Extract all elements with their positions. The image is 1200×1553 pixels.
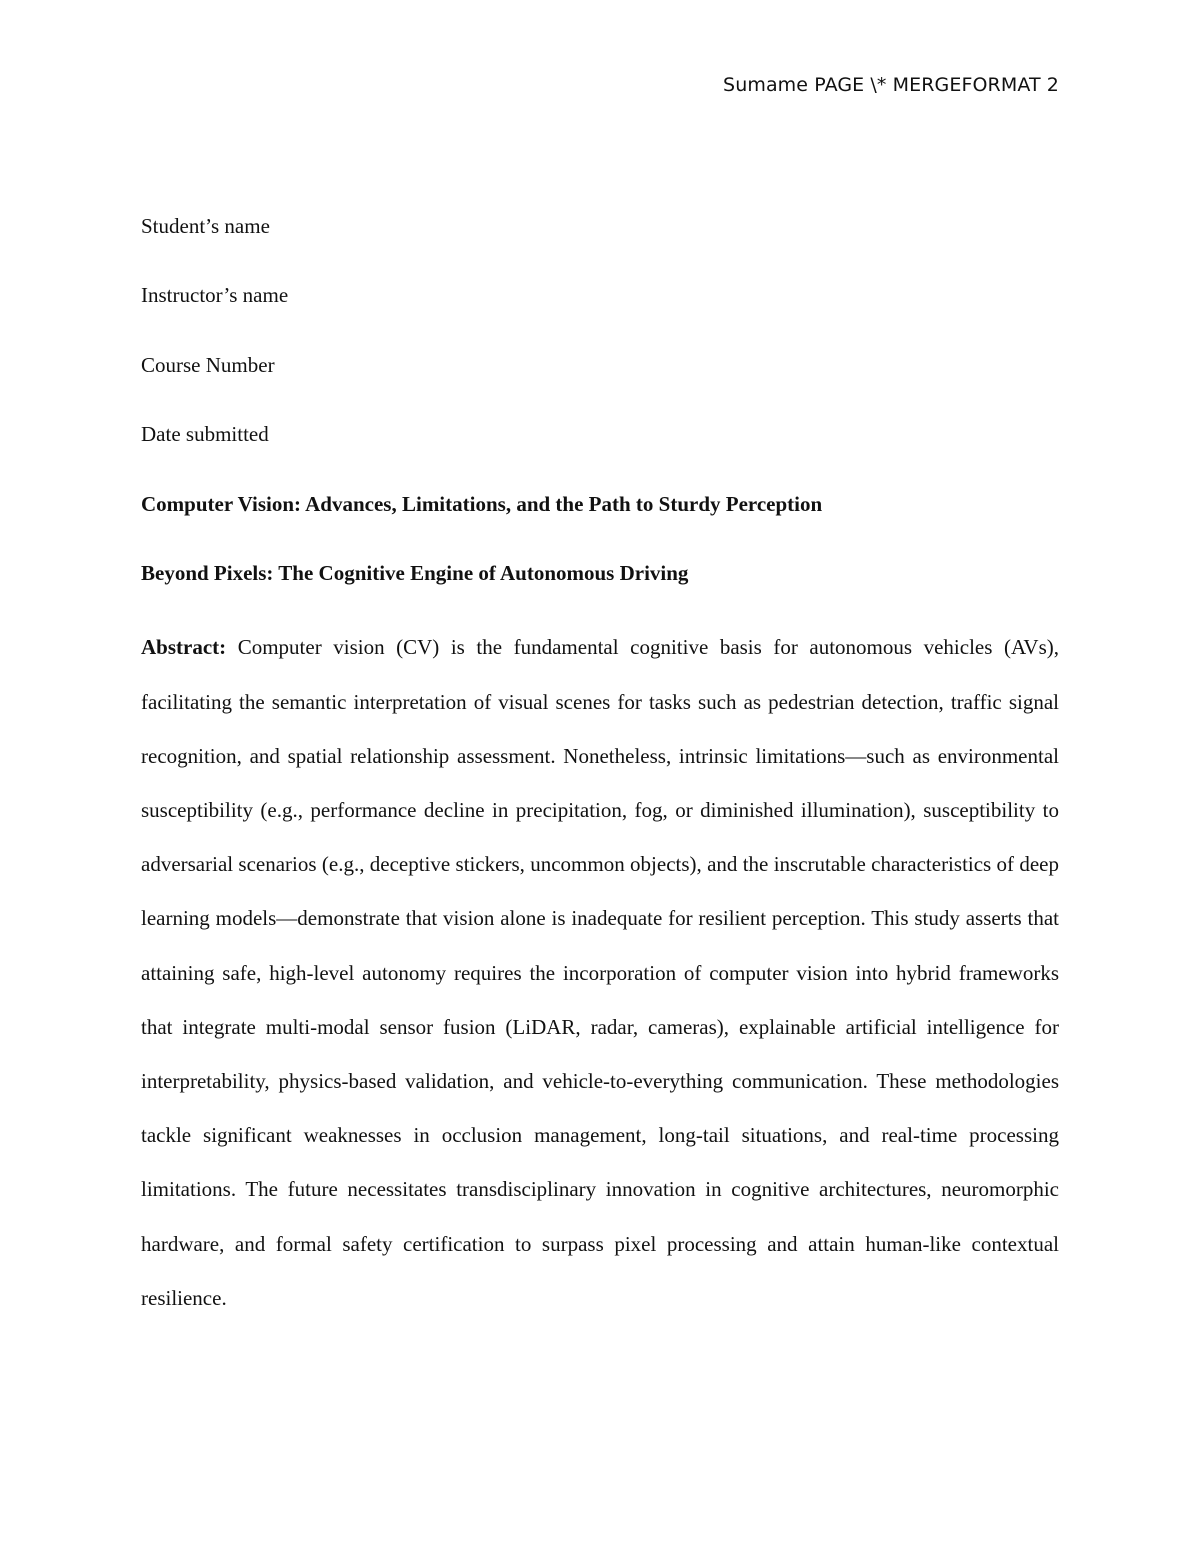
abstract-label: Abstract: bbox=[141, 635, 227, 660]
subtitle: Beyond Pixels: The Cognitive Engine of Autonomous Driving bbox=[141, 560, 689, 585]
student-name: Student’s name bbox=[141, 214, 270, 238]
page-header: Sumame PAGE \* MERGEFORMAT 2 bbox=[723, 74, 1059, 96]
document-body bbox=[141, 204, 1059, 1325]
abstract-paragraph bbox=[141, 620, 1059, 1325]
date-submitted: Date submitted bbox=[141, 422, 269, 447]
instructor-name: Instructor’s name bbox=[141, 283, 289, 308]
main-title: Computer Vision: Advances, Limitations, and the Path to Sturdy Perception bbox=[141, 491, 823, 516]
abstract-text: Computer vision (CV) is the fundamental cognitive basis for autonomous vehicles (AVs), facilitating the semantic interpretation of visual scenes for tasks such as pedestrian detection, traffic signal recognition, and spatial relationship assessment. Nonetheless, intrinsic limitations—such as environmental susceptibility (e.g., performance decline in precipitation, fog, or diminished illumination), susceptibility to adversarial scenarios (e.g., deceptive stickers, uncommon objects), and the inscrutable characteristics of deep learning models—demonstrate that vision alone is inadequate for resilient perception. This study asserts that attaining safe, high-level autonomy requires the incorporation of computer vision into hybrid frameworks that integrate multi-modal sensor fusion (LiDAR, radar, cameras), explainable artificial intelligence for interpretability, physics-based validation, and vehicle-to-everything communication. These methodologies tackle significant weaknesses in occlusion management, long-tail situations, and real-time processing limitations. The future necessitates transdisciplinary innovation in cognitive architectures, neuromorphic hardware, and formal safety certification to surpass pixel processing and attain human-like contextual resilience. bbox=[141, 635, 1060, 1310]
course-number: Course Number bbox=[141, 352, 275, 377]
